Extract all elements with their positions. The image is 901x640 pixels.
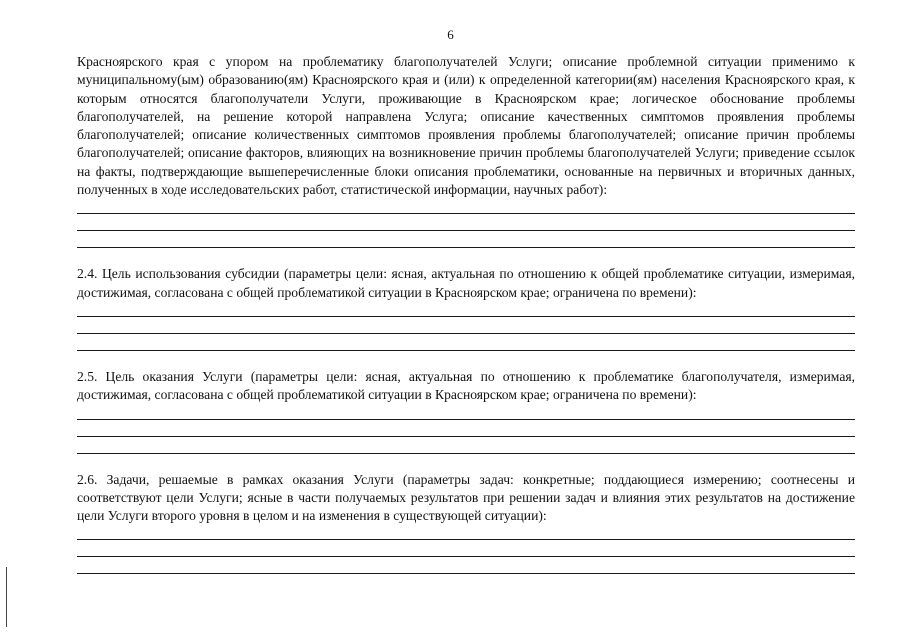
answer-line[interactable] [77,556,855,557]
section-2-5-answer-lines [77,419,855,454]
answer-line[interactable] [77,213,855,214]
answer-line[interactable] [77,573,855,574]
answer-line[interactable] [77,316,855,317]
page-number: 6 [447,27,454,42]
intro-answer-lines [77,213,855,248]
answer-line[interactable] [77,333,855,334]
answer-line[interactable] [77,453,855,454]
scan-edge-line [6,567,7,627]
answer-line[interactable] [77,247,855,248]
section-2-4-text: 2.4. Цель использования субсидии (параметры цели: ясная, актуальная по отношению к общей проблематике ситуации, измеримая, достижимая, согласована с общей проблематикой ситуации в Красноярском крае; ограничена по времени): [77,266,855,300]
answer-line[interactable] [77,350,855,351]
answer-line[interactable] [77,419,855,420]
section-2-5-text: 2.5. Цель оказания Услуги (параметры цели: ясная, актуальная по отношению к проблематике благополучателя, измеримая, достижимая, согласована с общей проблематикой ситуации в Красноярском крае; ограничена по времени): [77,368,855,403]
answer-line[interactable] [77,230,855,231]
section-2-4 [77,265,855,351]
section-2-6 [77,471,855,575]
section-2-6-answer-lines [77,539,855,574]
document-body [77,53,855,574]
answer-line[interactable] [77,436,855,437]
section-2-5 [77,368,855,454]
intro-paragraph: Красноярского края с упором на проблематику благополучателей Услуги; описание проблемной ситуации применимо к муниципальному(ым) образованию(ям) Красноярского края и (или) к определенной категории(ям) населения Красноярского края, к которым относятся благополучатели Услуги, проживающие в Красноярском крае; логическое обоснование проблемы благополучателей, на решение которой направлена Услуга; описание качественных симптомов проявления проблемы благополучателей; описание количественных симптомов проявления проблемы благополучателей; описание причин проблемы благополучателей; описание факторов, влияющих на возникновение причин проблемы благополучателей Услуги; приведение ссылок на факты, подтверждающие вышеперечисленные блоки описания проблематики, основанные на первичных и вторичных данных, полученных в ходе исследовательских работ, статистической информации, научных работ): [77,54,855,198]
section-2-6-text: 2.6. Задачи, решаемые в рамках оказания Услуги (параметры задач: конкретные; поддающиеся измерению; соотнесены и соответствуют цели Услуги; ясные в части получаемых результатов при решении задач и влияния этих результатов на достижение цели Услуги второго уровня в целом и на изменения в существующей ситуации): [77,471,855,524]
answer-line[interactable] [77,539,855,540]
section-2-4-answer-lines [77,316,855,351]
